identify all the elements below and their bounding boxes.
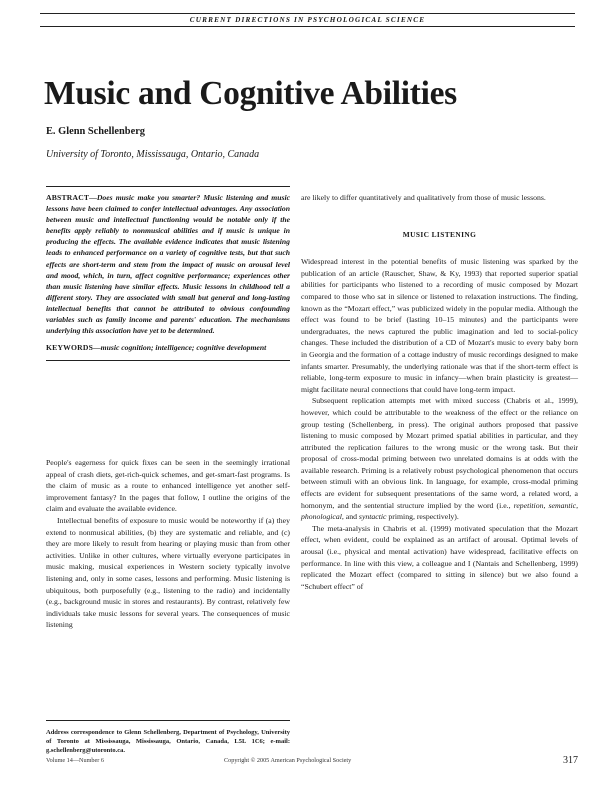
volume-issue: Volume 14—Number 6 xyxy=(46,757,104,764)
body-paragraph-mozart-effect: Widespread interest in the potential benefits of music listening was sparked by the publication of an article (Rauscher, Shaw, & Ky, 1993) that reported superior spatial abilities for participants who listened to a recording of music composed by Mozart compared to those who sat in silence or listened to relaxation instructions. The finding, known as the “Mozart effect,” was publicized widely in the popular media. Although the effect was found to be brief (lasting 10–15 minutes) and the participants were undergraduates, the news captured the public imagination and led to social-policy changes. These included the distribution of a CD of Mozart's music to every baby born in Georgia and the formation of a cottage industry of music recordings designed to make infants smarter. Presumably, the underlying rationale was that if the short-term effect is reliable, long-term exposure to music in infancy—when brain plasticity is greatest—might facilitate neural connections that could have long-term impact. xyxy=(301,257,578,394)
term-syntactic: syntactic xyxy=(358,512,387,522)
article-author: E. Glenn Schellenberg xyxy=(46,126,146,137)
keywords-text: —music cognition; intelligence; cognitive development xyxy=(93,343,267,353)
right-column-body xyxy=(301,192,578,592)
article-title: Music and Cognitive Abilities xyxy=(44,75,457,112)
abstract-text: —Does music make you smarter? Music listening and music lessons have been claimed to confer intellectual advantages. Any association between music and intellectual functioning would be notable only if the benefits apply reliably to nonmusical abilities and if music is unique in producing the effects. The available evidence indicates that music listening leads to enhanced performance on a variety of cognitive tests, but that such effects are short-term and stem from the impact of music on arousal level and mood, which, in turn, affect cognitive performance; experiences other than music listening have similar effects. Music lessons in childhood tell a different story. They are associated with small but general and long-lasting intellectual benefits that cannot be attributed to obvious confounding variables such as family income and parents' education. The mechanisms underlying this association have yet to be determined. xyxy=(46,193,290,336)
section-heading-music-listening: MUSIC LISTENING xyxy=(402,229,477,239)
abstract-box xyxy=(46,186,290,361)
body-paragraph-benefits: Intellectual benefits of exposure to music would be noteworthy if (a) they extend to nonmusical abilities, (b) they are systematic and reliable, and (c) they are more likely to result from hearing or playing music than from other activities. Unlike in other cultures, where virtually everyone participates in music making, musical experiences in Western society typically involve listening and, only in some cases, lessons and performing. Music listening is ubiquitous, both purposefully (e.g., listening to the radio) and incidentally (e.g., background music in stores and restaurants). By contrast, relatively few individuals take music lessons for several years. The consequences of music listening xyxy=(46,515,290,630)
body-paragraph-intro: People's eagerness for quick fixes can be seen in the seemingly irrational appeal of crash diets, get-rich-quick schemes, and get-smart-fast programs. Is the claim of music as a route to enhanced intelligence yet another self-improvement fantasy? In the pages that follow, I outline the origins of the claim and evaluate the available evidence. xyxy=(46,458,290,514)
body-paragraph-arousal: The meta-analysis in Chabris et al. (1999) motivated speculation that the Mozart effect, when evident, could be explained as an artifact of arousal. Optimal levels of arousal (i.e., physical and mental activation) have widespread, facilitative effects on performance. In line with this view, a colleague and I (Nantais and Schellenberg, 1999) replicated the Mozart effect (compared to sitting in silence) but we also found a “Schubert effect” of xyxy=(301,523,578,591)
abstract-label: ABSTRACT xyxy=(46,193,90,202)
body-paragraph-continued: are likely to differ quantitatively and qualitatively from those of music lessons. xyxy=(301,193,546,202)
keywords-label: KEYWORDS xyxy=(46,343,94,353)
replication-text-end: priming, respectively). xyxy=(386,512,459,522)
page-number: 317 xyxy=(563,755,578,766)
body-paragraph-replication xyxy=(301,395,578,523)
abstract-paragraph xyxy=(46,192,290,336)
copyright-notice: Copyright © 2005 American Psychological Society xyxy=(224,757,352,764)
separator: , xyxy=(576,500,579,510)
journal-running-header: CURRENT DIRECTIONS IN PSYCHOLOGICAL SCIENCE xyxy=(40,13,575,27)
keywords-paragraph xyxy=(46,342,290,353)
separator: , and xyxy=(341,512,359,522)
replication-text: Subsequent replication attempts met with mixed success (Chabris et al., 1999), however, which could be attributable to the weakness of the effect or the reliance on group testing (Schellenberg, in press). The original authors proposed that passive listening to music composed by Mozart primed spatial abilities in particular, and they attributed the replication failures to the wrong music or the wrong task. But their proposal of cross-modal priming between two unrelated domains is at odds with the available research. Priming is a relatively robust psychological phenomenon that occurs between stimuli with an obvious link. In language, for example, cross-modal priming effects are evident for subsequent presentations of the same word, a related word, a homonym, and the sentential structure implied by the word (i.e., xyxy=(301,396,578,510)
left-column-body xyxy=(46,457,290,631)
term-repetition: repetition xyxy=(513,500,544,510)
term-phonological: phonological xyxy=(301,512,342,522)
correspondence-footnote: Address correspondence to Glenn Schellenberg, Department of Psychology, University of Toronto at Mississauga, Mississauga, Ontario, Canada, L5L 1C6; e-mail: g.schellenberg@utoronto.ca. xyxy=(46,720,290,755)
author-affiliation: University of Toronto, Mississauga, Ontario, Canada xyxy=(46,149,260,160)
separator: , xyxy=(543,500,549,510)
term-semantic: semantic xyxy=(548,500,577,510)
